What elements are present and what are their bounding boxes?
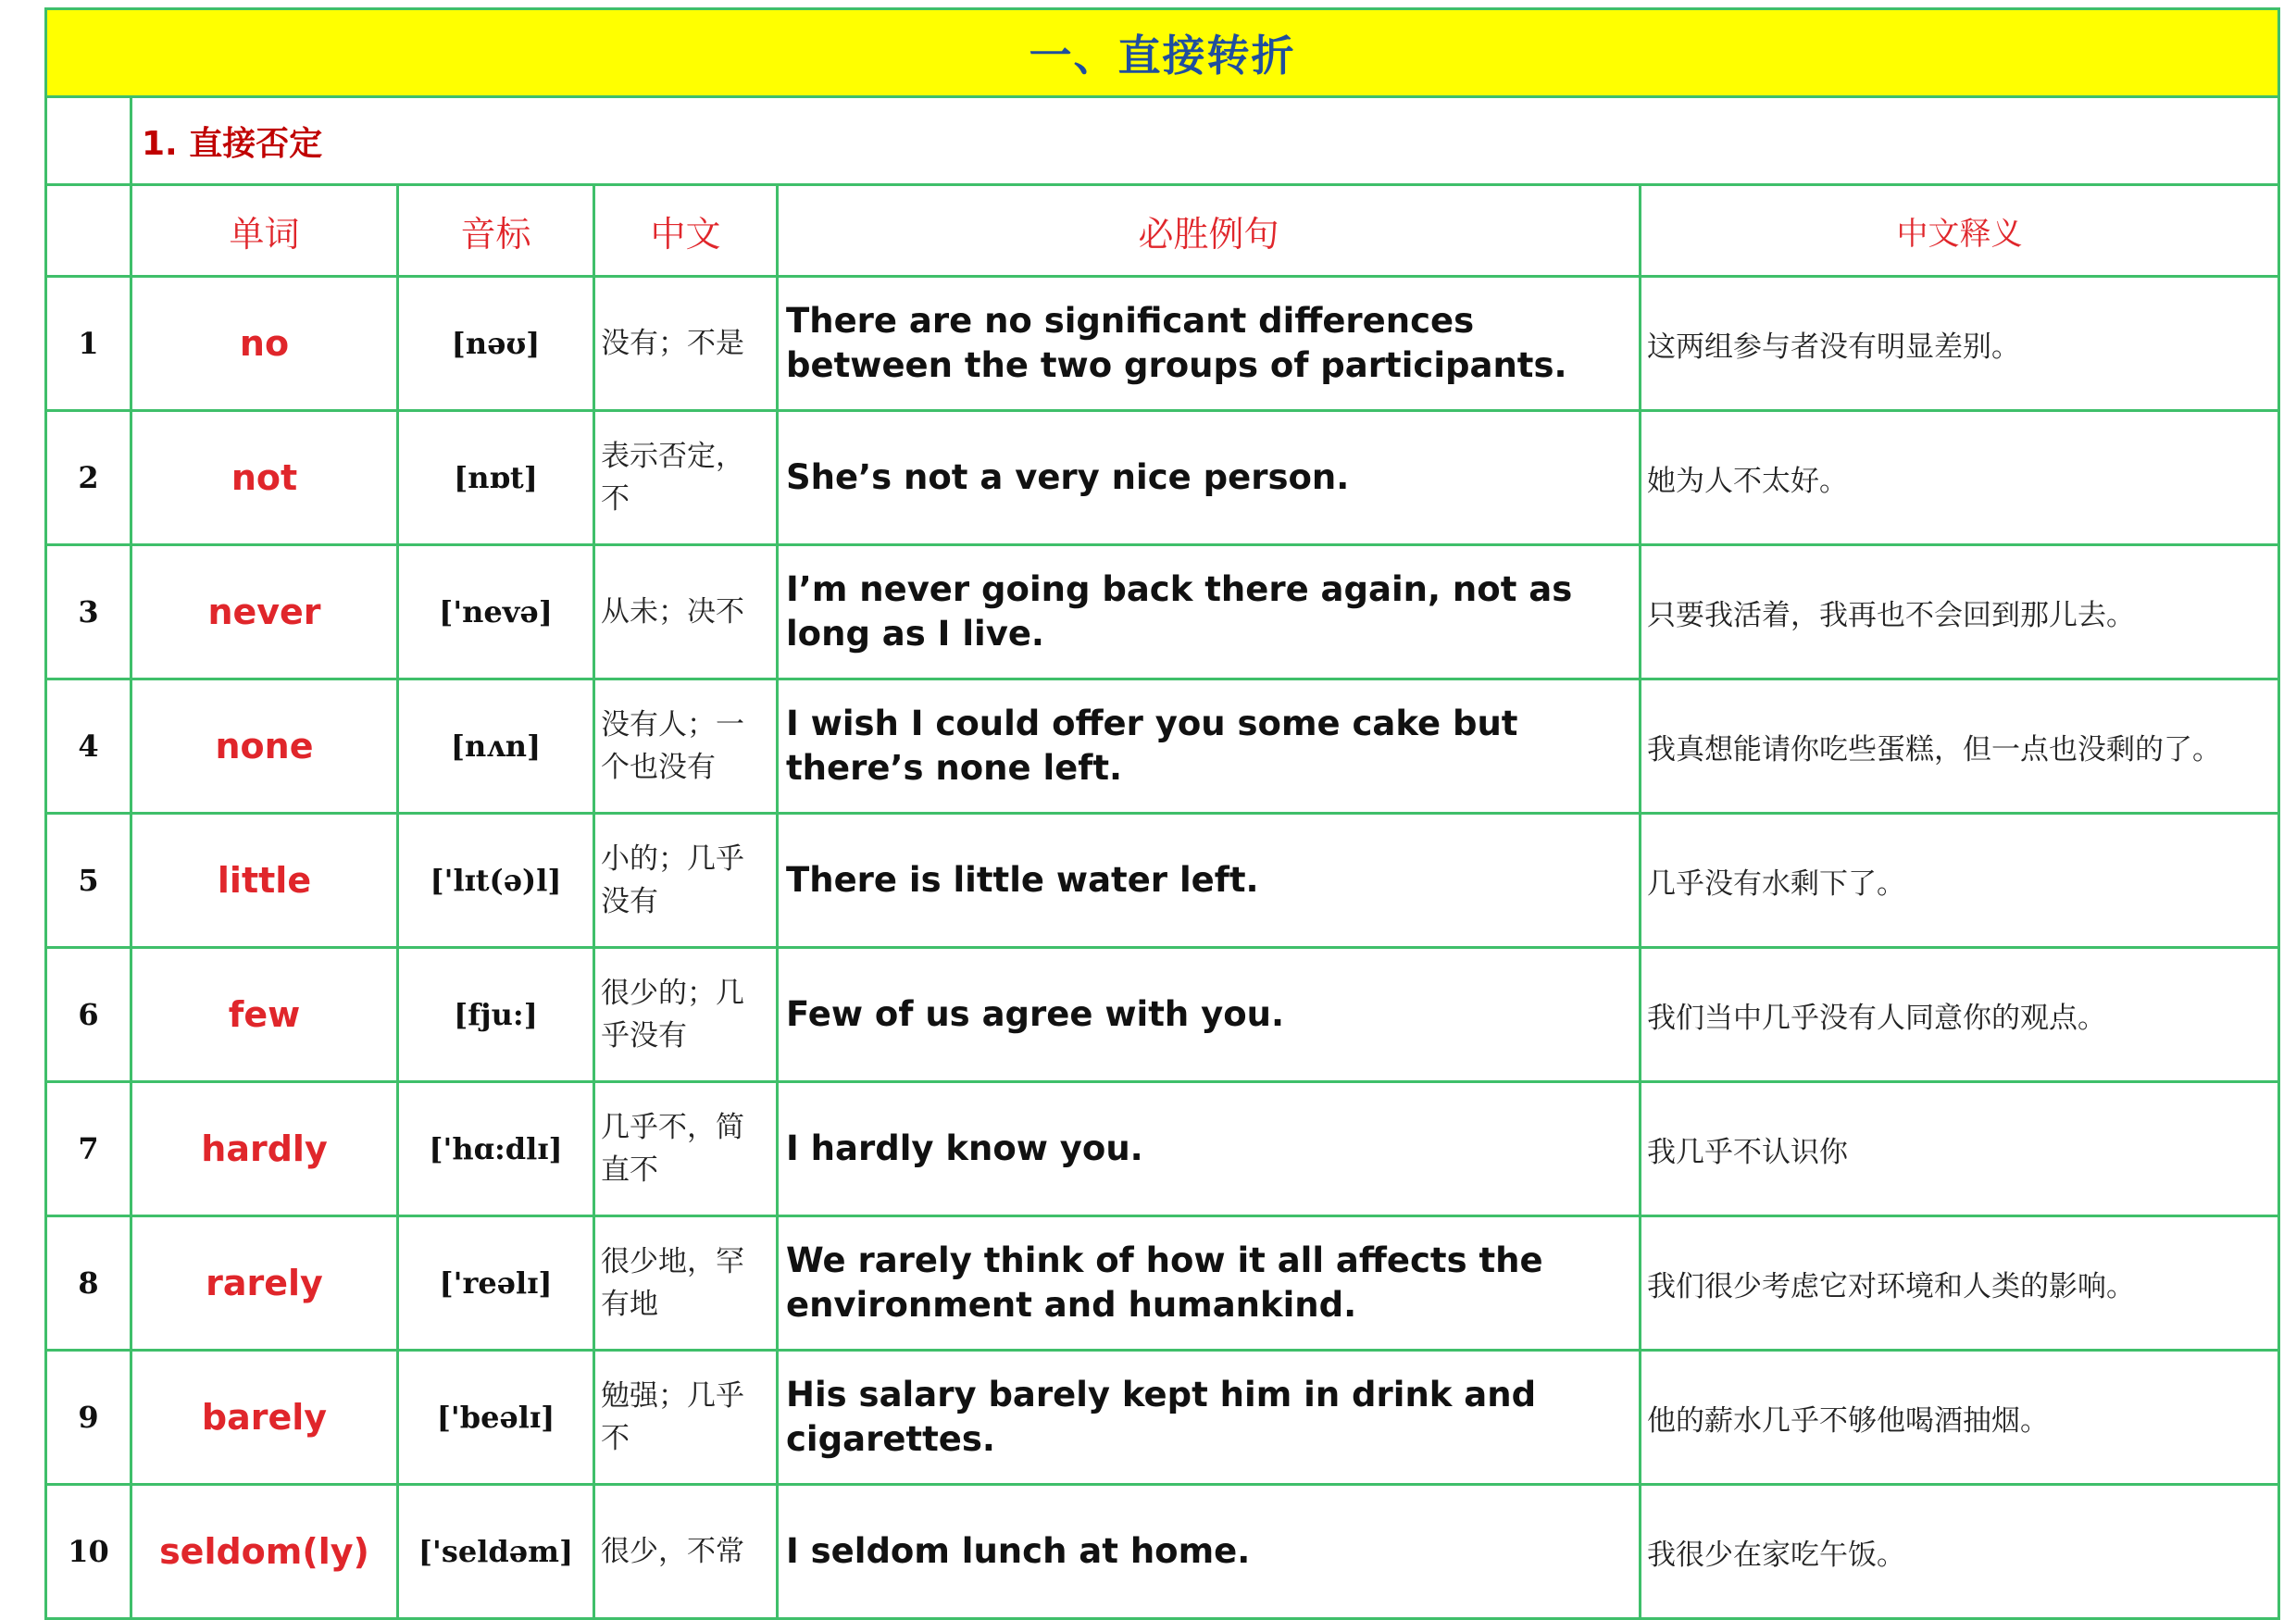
section-title-row [46,9,2279,97]
phonetic-cell: [fju:] [398,948,594,1082]
row-number: 3 [46,545,131,679]
meaning-cell: 她为人不太好。 [1641,411,2279,545]
chinese-cell: 小的；几乎没有 [594,814,778,948]
chinese-cell: 从未；决不 [594,545,778,679]
phonetic-cell: [nʌn] [398,679,594,814]
row-number: 9 [46,1351,131,1485]
word-cell: never [131,545,398,679]
meaning-cell: 几乎没有水剩下了。 [1641,814,2279,948]
row-number: 7 [46,1082,131,1216]
chinese-cell: 很少地，罕有地 [594,1216,778,1351]
chinese-cell: 很少，不常 [594,1485,778,1619]
meaning-cell: 只要我活着，我再也不会回到那儿去。 [1641,545,2279,679]
subsection-row [46,97,2279,185]
word-cell: little [131,814,398,948]
blank-cell [46,97,131,185]
meaning-cell: 我真想能请你吃些蛋糕，但一点也没剩的了。 [1641,679,2279,814]
chinese-cell: 没有；不是 [594,277,778,411]
subsection-title: 1. 直接否定 [131,97,2279,185]
table-row [46,411,2279,545]
row-number: 2 [46,411,131,545]
table-row [46,277,2279,411]
example-sentence-cell: She’s not a very nice person. [778,411,1641,545]
table-row [46,814,2279,948]
header-chinese: 中文 [594,185,778,277]
phonetic-cell: ['nevə] [398,545,594,679]
word-cell: barely [131,1351,398,1485]
meaning-cell: 我们当中几乎没有人同意你的观点。 [1641,948,2279,1082]
phonetic-cell: ['lɪt(ə)l] [398,814,594,948]
table-row [46,1485,2279,1619]
phonetic-cell: ['beəlɪ] [398,1351,594,1485]
header-row [46,185,2279,277]
word-cell: rarely [131,1216,398,1351]
word-cell: seldom(ly) [131,1485,398,1619]
row-number: 10 [46,1485,131,1619]
row-number: 6 [46,948,131,1082]
meaning-cell: 我几乎不认识你 [1641,1082,2279,1216]
word-cell: none [131,679,398,814]
example-sentence-cell: His salary barely kept him in drink and cigarettes. [778,1351,1641,1485]
vocabulary-table [44,7,2280,1620]
table-row [46,948,2279,1082]
chinese-cell: 几乎不，简直不 [594,1082,778,1216]
chinese-cell: 表示否定，不 [594,411,778,545]
example-sentence-cell: There are no significant differences between the two groups of participants. [778,277,1641,411]
word-cell: not [131,411,398,545]
example-sentence-cell: I seldom lunch at home. [778,1485,1641,1619]
header-num-cell [46,185,131,277]
phonetic-cell: ['hɑ:dlɪ] [398,1082,594,1216]
row-number: 4 [46,679,131,814]
meaning-cell: 这两组参与者没有明显差别。 [1641,277,2279,411]
header-meaning: 中文释义 [1641,185,2279,277]
example-sentence-cell: We rarely think of how it all affects the environment and humankind. [778,1216,1641,1351]
example-sentence-cell: Few of us agree with you. [778,948,1641,1082]
row-number: 1 [46,277,131,411]
example-sentence-cell: I wish I could offer you some cake but there’s none left. [778,679,1641,814]
phonetic-cell: [nəʊ] [398,277,594,411]
row-number: 5 [46,814,131,948]
header-example: 必胜例句 [778,185,1641,277]
table-row [46,1216,2279,1351]
meaning-cell: 我很少在家吃午饭。 [1641,1485,2279,1619]
phonetic-cell: ['reəlɪ] [398,1216,594,1351]
phonetic-cell: ['seldəm] [398,1485,594,1619]
table-row [46,679,2279,814]
chinese-cell: 很少的；几乎没有 [594,948,778,1082]
word-cell: no [131,277,398,411]
chinese-cell: 勉强；几乎不 [594,1351,778,1485]
header-phonetic: 音标 [398,185,594,277]
example-sentence-cell: I hardly know you. [778,1082,1641,1216]
meaning-cell: 我们很少考虑它对环境和人类的影响。 [1641,1216,2279,1351]
example-sentence-cell: I’m never going back there again, not as long as I live. [778,545,1641,679]
header-word: 单词 [131,185,398,277]
table-row [46,1082,2279,1216]
chinese-cell: 没有人；一个也没有 [594,679,778,814]
table-row [46,545,2279,679]
row-number: 8 [46,1216,131,1351]
meaning-cell: 他的薪水几乎不够他喝酒抽烟。 [1641,1351,2279,1485]
word-cell: few [131,948,398,1082]
word-cell: hardly [131,1082,398,1216]
section-title: 一、直接转折 [46,9,2279,97]
table-row [46,1351,2279,1485]
phonetic-cell: [nɒt] [398,411,594,545]
example-sentence-cell: There is little water left. [778,814,1641,948]
